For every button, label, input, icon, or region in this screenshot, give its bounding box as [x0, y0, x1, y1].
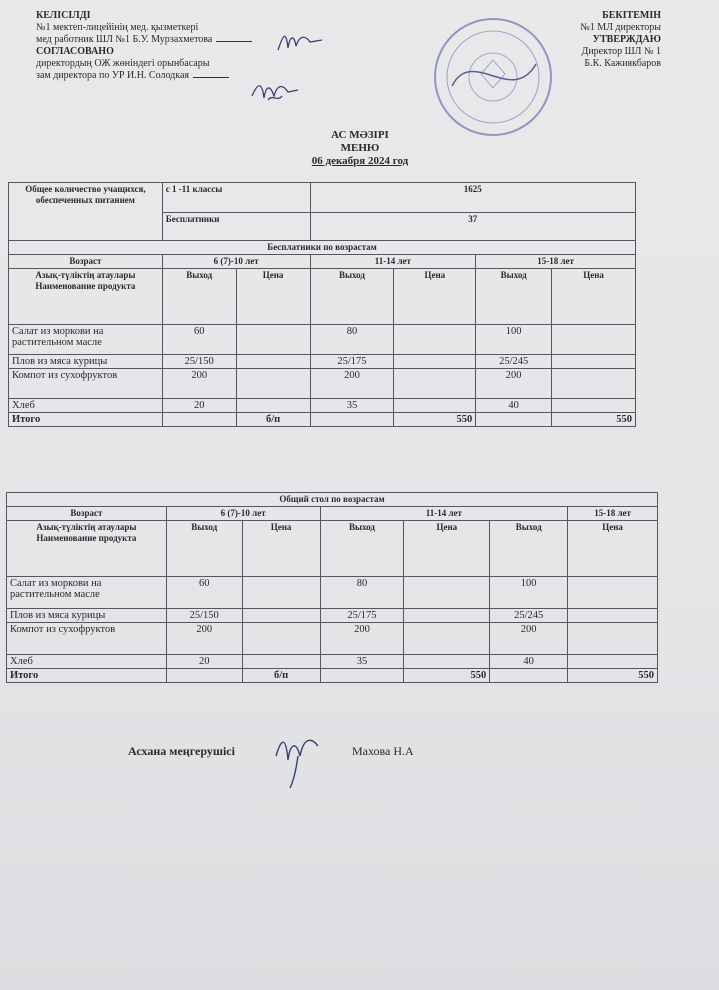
- output-cell: 60: [166, 577, 242, 609]
- age-header: Возраст: [9, 255, 163, 269]
- output-header: Выход: [490, 521, 568, 577]
- output-cell: 35: [310, 399, 394, 413]
- total-row: [7, 669, 658, 683]
- approve-kz: БЕКІТЕМІН: [602, 10, 661, 21]
- output-header: Выход: [476, 269, 552, 325]
- director-kz: №1 МЛ директоры: [580, 22, 661, 33]
- output-cell: 35: [320, 655, 404, 669]
- table-row: [7, 577, 658, 609]
- total-price-g2: 550: [394, 413, 476, 427]
- output-cell: 200: [320, 623, 404, 655]
- age-group-3: 15-18 лет: [476, 255, 636, 269]
- product-name: Плов из мяса курицы: [9, 355, 163, 369]
- output-header: Выход: [320, 521, 404, 577]
- total-price-g3: 550: [568, 669, 658, 683]
- total-label: Итого: [9, 413, 163, 427]
- output-header: Выход: [166, 521, 242, 577]
- section-title: Общий стол по возрастам: [7, 493, 658, 507]
- age-group-2: 11-14 лет: [320, 507, 568, 521]
- deputy-ru: зам директора по УР И.Н. Солодкая: [36, 70, 190, 81]
- title-kz: АС МӘЗІРІ: [331, 129, 389, 141]
- director-name: Б.К. Кажиякбаров: [584, 58, 661, 69]
- product-name: Компот из сухофруктов: [7, 623, 167, 655]
- total-price-g1: б/п: [236, 413, 310, 427]
- product-name: Салат из моркови на растительном масле: [7, 577, 167, 609]
- title-ru: МЕНЮ: [340, 142, 380, 154]
- total-price-g2: 550: [404, 669, 490, 683]
- output-cell: 25/150: [162, 355, 236, 369]
- approval-right-block: [580, 10, 661, 70]
- free-label: Бесплатники: [162, 213, 310, 241]
- output-cell: 25/245: [490, 609, 568, 623]
- official-stamp: [432, 16, 554, 138]
- output-cell: 40: [490, 655, 568, 669]
- price-header: Цена: [568, 521, 658, 577]
- menu-title: [250, 129, 470, 168]
- output-header: Выход: [310, 269, 394, 325]
- total-row: [9, 413, 636, 427]
- classes-label: с 1 -11 классы: [162, 183, 310, 213]
- output-cell: 20: [162, 399, 236, 413]
- table-row: [7, 609, 658, 623]
- signature-line: [193, 77, 229, 78]
- output-cell: 200: [310, 369, 394, 399]
- table-row: [9, 369, 636, 399]
- deputy-kz: директордың ОЖ жөніндегі орынбасары: [36, 58, 210, 69]
- table-row: [9, 325, 636, 355]
- table-row: [9, 355, 636, 369]
- age-header: Возраст: [7, 507, 167, 521]
- output-cell: 80: [310, 325, 394, 355]
- output-cell: 25/150: [166, 609, 242, 623]
- output-cell: 200: [166, 623, 242, 655]
- deputy-signature: [248, 78, 300, 104]
- canteen-head-label: Асхана меңгерушісі: [128, 744, 235, 758]
- total-label: Итого: [7, 669, 167, 683]
- agreed-kz: КЕЛІСІЛДІ: [36, 10, 91, 21]
- output-cell: 25/245: [476, 355, 552, 369]
- product-name: Плов из мяса курицы: [7, 609, 167, 623]
- section-title: Бесплатники по возрастам: [9, 241, 636, 255]
- output-cell: 200: [476, 369, 552, 399]
- price-header: Цена: [242, 521, 320, 577]
- medic-signature: [276, 30, 326, 54]
- product-header: Азық-түліктің атаулары Наименование продукта: [9, 269, 163, 325]
- table-row: [9, 399, 636, 413]
- age-group-2: 11-14 лет: [310, 255, 476, 269]
- product-name: Хлеб: [9, 399, 163, 413]
- canteen-head-name: Махова Н.А: [352, 744, 414, 758]
- price-header: Цена: [404, 521, 490, 577]
- output-cell: 25/175: [320, 609, 404, 623]
- price-header: Цена: [236, 269, 310, 325]
- price-header: Цена: [552, 269, 636, 325]
- classes-value: 1625: [310, 183, 635, 213]
- free-value: 37: [310, 213, 635, 241]
- age-group-3: 15-18 лет: [568, 507, 658, 521]
- output-header: Выход: [162, 269, 236, 325]
- output-cell: 60: [162, 325, 236, 355]
- output-cell: 40: [476, 399, 552, 413]
- product-name: Салат из моркови на растительном масле: [9, 325, 163, 355]
- free-meals-table: [8, 182, 636, 427]
- output-cell: 200: [162, 369, 236, 399]
- output-cell: 100: [476, 325, 552, 355]
- canteen-head-signature: [270, 726, 326, 790]
- output-cell: 100: [490, 577, 568, 609]
- age-group-1: 6 (7)-10 лет: [162, 255, 310, 269]
- table-row: [7, 655, 658, 669]
- medic-ru: мед работник ШЛ №1 Б.У. Мурзахметова: [36, 34, 213, 45]
- price-header: Цена: [394, 269, 476, 325]
- total-price-g3: 550: [552, 413, 636, 427]
- director-ru: Директор ШЛ № 1: [581, 46, 661, 57]
- age-group-1: 6 (7)-10 лет: [166, 507, 320, 521]
- product-name: Хлеб: [7, 655, 167, 669]
- total-students-label: Общее количество учащихся, обеспеченных питанием: [9, 183, 163, 241]
- output-cell: 20: [166, 655, 242, 669]
- approval-left-block: [36, 10, 252, 82]
- output-cell: 80: [320, 577, 404, 609]
- medic-kz: №1 мектеп-лицейінің мед. қызметкері: [36, 22, 199, 33]
- total-price-g1: б/п: [242, 669, 320, 683]
- output-cell: 25/175: [310, 355, 394, 369]
- table-row: [7, 623, 658, 655]
- approve-ru: УТВЕРЖДАЮ: [592, 34, 661, 45]
- output-cell: 200: [490, 623, 568, 655]
- menu-date: 06 декабря 2024 год: [311, 155, 409, 167]
- product-name: Компот из сухофруктов: [9, 369, 163, 399]
- product-header: Азық-түліктің атаулары Наименование продукта: [7, 521, 167, 577]
- general-table: [6, 492, 658, 683]
- agreed-ru: СОГЛАСОВАНО: [36, 46, 114, 57]
- signature-line: [216, 41, 252, 42]
